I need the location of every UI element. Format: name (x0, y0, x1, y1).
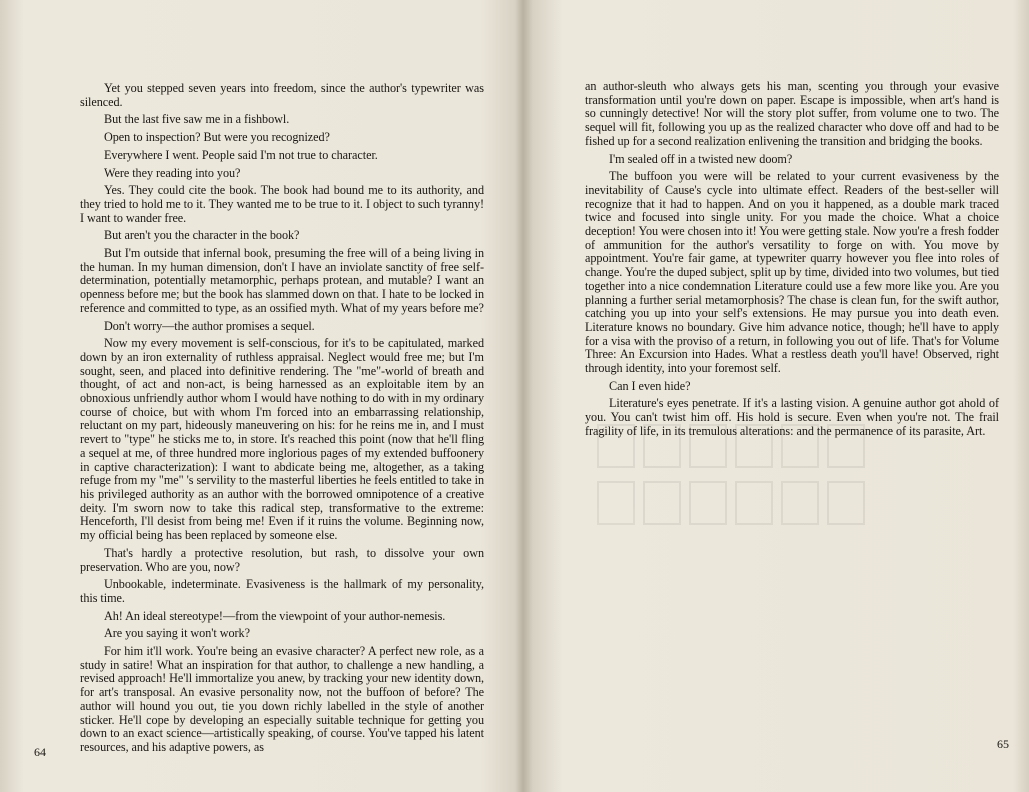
paragraph: Yes. They could cite the book. The book had bound me to its authority, and they tried to hold me to it. They wanted me to be true to it. I object to such tyranny! I want to wander free. (80, 183, 484, 225)
paragraph: Ah! An ideal stereotype!—from the viewpoint of your author-nemesis. (104, 608, 446, 623)
paragraph: But aren't you the character in the book? (104, 228, 300, 243)
page-number: 65 (997, 737, 1009, 751)
paragraph: Open to inspection? But were you recognized? (104, 130, 330, 145)
paragraph: Were they reading into you? (104, 165, 241, 180)
paragraph: Are you saying it won't work? (104, 626, 250, 641)
paragraph: Literature's eyes penetrate. If it's a lasting vision. A genuine author got ahold of you. You can't twist him off. His hold is secure. Even when you're not. The frail fragility of life, in its tremulous alterations: and the permanence of its parasite, Art. (585, 396, 999, 438)
paragraph: I'm sealed off in a twisted new doom? (609, 151, 793, 166)
paragraph: For him it'll work. You're being an evasive character? A perfect new role, as a study in satire! What an inspiration for that author, to challenge a new handling, a revised approach! He'll immortalize you anew, by tracking your new identity down, for art's transposal. An evasive personality now, not the buffoon of before? The author will hound you out, tie you down richly labelled in the style of another sticker. He'll cope by developing an especially suitable technique for getting you down to an exact science—artistically speaking, of course. You've tapped his latent resources, and his adaptive powers, as (80, 644, 484, 754)
left-page-text (80, 82, 484, 759)
paragraph: But the last five saw me in a fishbowl. (104, 112, 290, 127)
page-number: 64 (34, 745, 46, 759)
paragraph: Don't worry—the author promises a sequel. (104, 318, 315, 333)
paragraph: The buffoon you were will be related to your current evasiveness by the inevitability of Cause's cycle into ultimate effect. Readers of the best-seller will recognize that it had to happen. And on you it happened, as a double mark traced twice and focused into single unity. For you made the choice. What a choice deception! You were chosen into it! You were getting stale. Now you're a fresh fodder of ammunition for the author's versatility to forge on with. You move by appointment. You're fair game, at typewriter quarry however you flee into roles of change. You're the duped subject, split up by time, divided into two volumes, but tied together into a nice condemnation Literature could use a few more like you. Are you planning a further serial metamorphosis? The chase is clean fun, for the swift author, catching you up into your self's extensions. He may pursue you into death even. Literature knows no boundary. Give him advance notice, though; he'll have to apply for a visa with the proviso of a return, in following you out of life. That's for Volume Three: An Excursion into Hades. What a restless death you'll have! Observed, right through identity, into your foremost self. (585, 169, 999, 376)
paragraph: But I'm outside that infernal book, presuming the free will of a being living in the human. In my human dimension, don't I have an inviolate sanctity of free self-determination, potentially metamorphic, perhaps protean, and mutable? I want an openness before me; but the book has slammed down on that. I hate to be locked in reference and committed to type, as an ossified myth. What of my years before me? (80, 246, 484, 315)
paragraph: Yet you stepped seven years into freedom, since the author's typewriter was silenced. (80, 81, 484, 109)
right-page (523, 0, 1029, 792)
paragraph: Unbookable, indeterminate. Evasiveness is the hallmark of my personality, this time. (80, 577, 484, 605)
paragraph: Everywhere I went. People said I'm not true to character. (104, 147, 378, 162)
paragraph: Now my every movement is self-conscious, for it's to be capitulated, marked down by an iron externality of ruthless appraisal. Neglect would free me; but I'm sought, seen, and placed into definitive rendering. The "me"-world of breath and thought, of act and non-act, is being harnessed as an exploitable item by an obnoxious unfriendly author whom I would have nothing to do with in my ordinary course of choice, but with whom I'm forced into an embarrassing relationship, reluctant on my part, hideously maneuvering on his: for he reins me in, and I must revert to "type" he sticks me to, in store. It's reached this point (now that he'll fling a sequel at me, of three hundred more inglorious pages of my extended buffoonery in captive characterization): I want to abdicate being me, altogether, as a taking refuge from my "me" 's servility to the masterful liberties he feels entitled to take in his privileged authority as an author with the borrowed omnipotence of a creative deity. I'm sworn now to take this radical step, transformative to the extreme: Henceforth, I'll desist from being me! Even if it ruins the volume. Beginning now, my official being has been replaced by someone else. (80, 336, 484, 543)
paragraph: Can I even hide? (609, 378, 691, 393)
paragraph: an author-sleuth who always gets his man, scenting you through your evasive transformation until you're down on paper. Escape is impossible, when art's hand is so cunningly detective! Nor will the story plot suffer, from volume one to two. The sequel will fit, following you up as the realized character who dove off and had to be fished up for a second realization enlivening the transition and bridging the books. (585, 79, 999, 148)
paragraph: That's hardly a protective resolution, but rash, to dissolve your own preservation. Who are you, now? (80, 545, 484, 574)
right-page-text (585, 80, 999, 443)
